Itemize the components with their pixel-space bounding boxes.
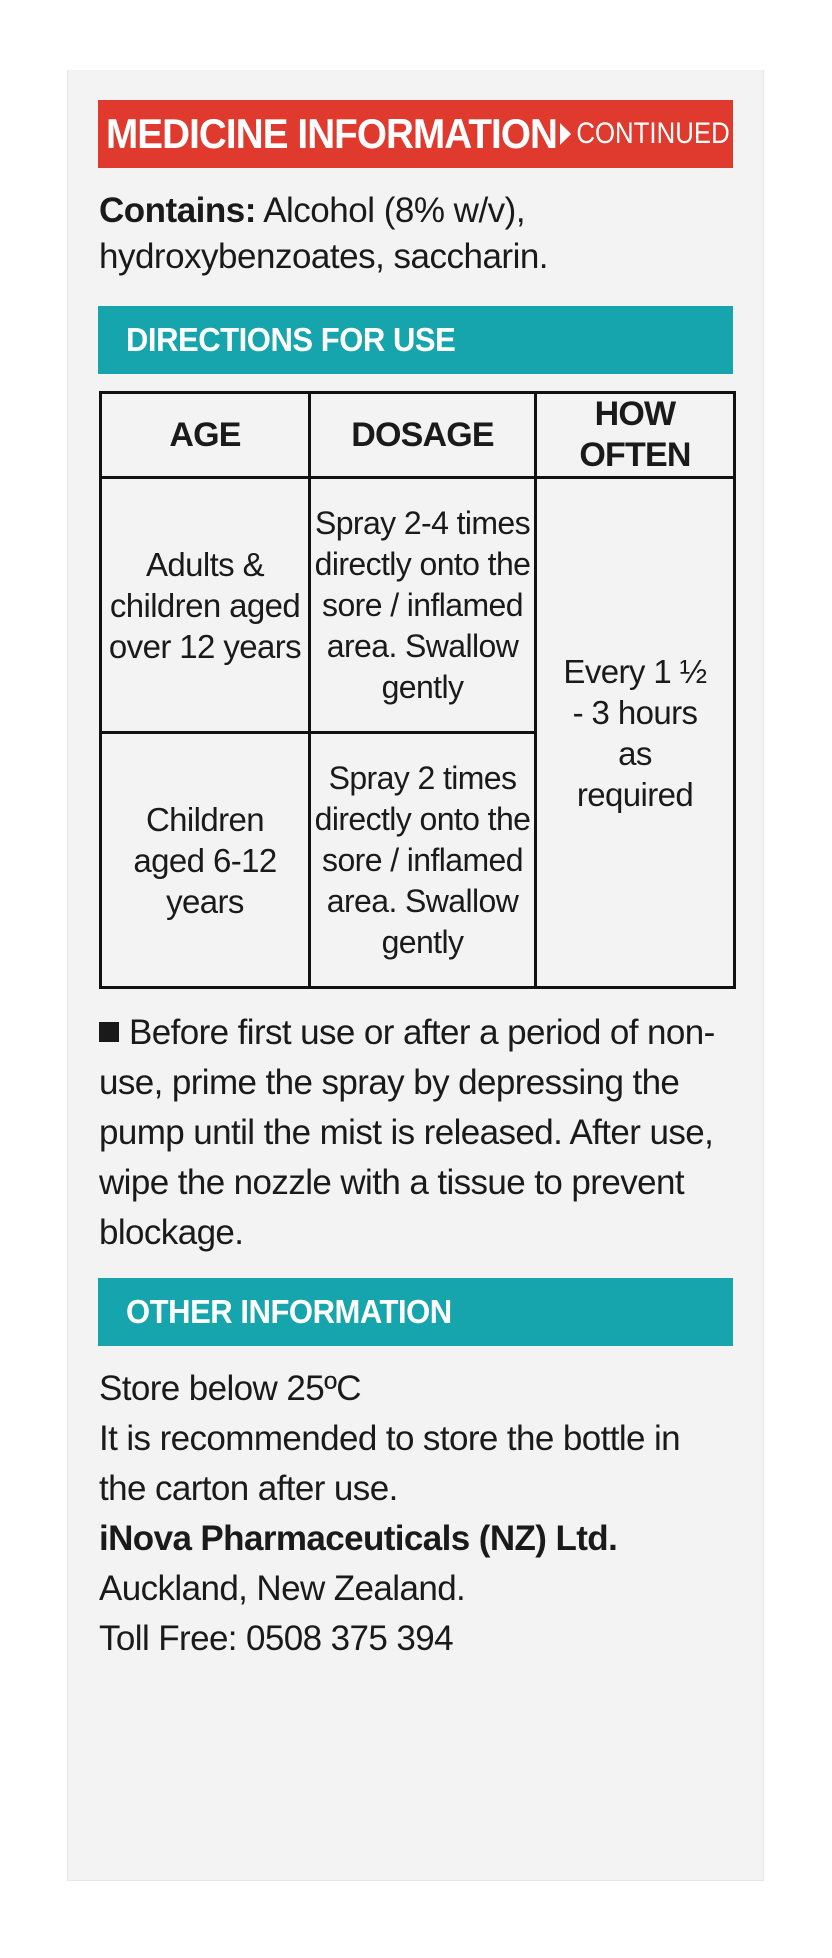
storage-text: Store below 25ºC — [99, 1369, 361, 1408]
other-information-heading: OTHER INFORMATION — [126, 1293, 452, 1330]
banner-title: MEDICINE INFORMATION — [106, 110, 557, 157]
column-header-dosage: DOSAGE — [310, 393, 536, 478]
directions-heading: DIRECTIONS FOR USE — [126, 321, 456, 358]
dosage-table — [99, 391, 736, 989]
medicine-carton-panel — [67, 70, 764, 1881]
storage-recommendation-line-1: It is recommended to store the bottle in — [99, 1419, 681, 1458]
column-header-how-often: HOW OFTEN — [536, 393, 735, 478]
table-header-row — [101, 393, 735, 478]
storage-recommendation-line-2: the carton after use. — [99, 1469, 398, 1508]
square-bullet-icon — [99, 1022, 119, 1042]
contains-statement — [99, 188, 739, 280]
triangle-right-icon — [560, 123, 571, 145]
age-cell: Adults & children aged over 12 years — [101, 478, 310, 733]
contains-label: Contains: — [99, 191, 256, 230]
continued-label — [560, 100, 730, 168]
priming-note-text: Before first use or after a period of non-use, prime the spray by depressing the pump until the mist is released. After use, wipe the nozzle with a tissue to prevent blockage. — [99, 1013, 715, 1252]
how-often-cell: Every 1 ½ - 3 hours as required — [536, 478, 735, 988]
contains-text: Alcohol (8% w/v), hydroxybenzoates, saccharin. — [99, 191, 549, 276]
column-header-age: AGE — [101, 393, 310, 478]
company-location: Auckland, New Zealand. — [99, 1569, 466, 1608]
table-row — [101, 478, 735, 733]
continued-text: CONTINUED — [576, 117, 730, 150]
dosage-cell: Spray 2 times directly onto the sore / inflamed area. Swallow gently — [310, 733, 536, 988]
other-information-banner — [98, 1278, 733, 1346]
other-information-block — [99, 1364, 739, 1664]
medicine-information-banner — [98, 100, 733, 168]
directions-heading-banner — [98, 306, 733, 374]
company-name: iNova Pharmaceuticals (NZ) Ltd. — [99, 1519, 618, 1558]
priming-note — [99, 1008, 739, 1258]
toll-free-number: Toll Free: 0508 375 394 — [99, 1619, 453, 1658]
age-cell: Children aged 6-12 years — [101, 733, 310, 988]
dosage-cell: Spray 2-4 times directly onto the sore / inflamed area. Swallow gently — [310, 478, 536, 733]
